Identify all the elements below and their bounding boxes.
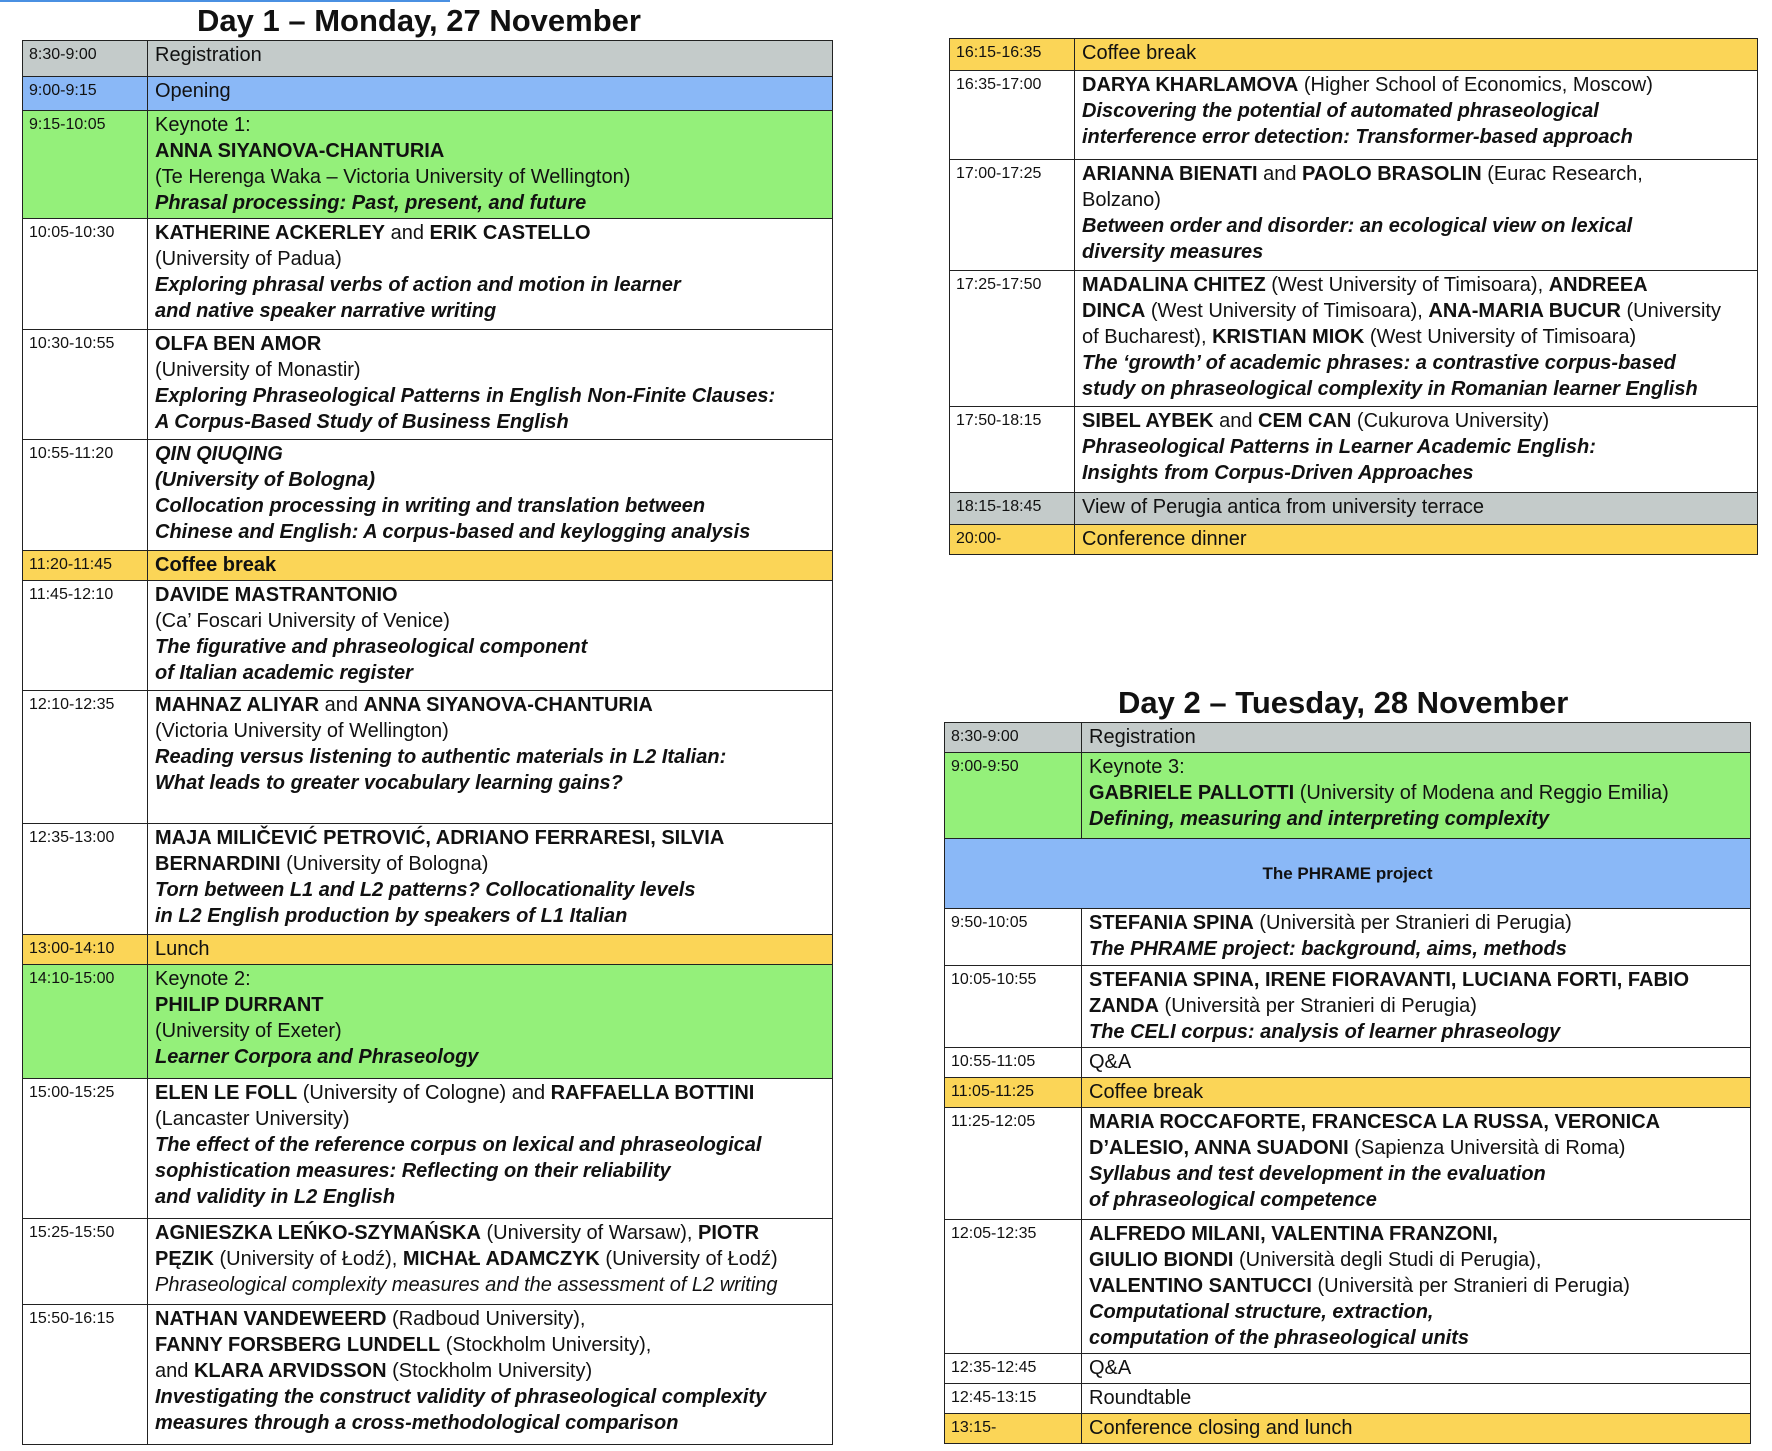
speaker-name: PAOLO BRASOLIN	[1302, 163, 1482, 185]
talk-title: Reading versus listening to authentic materials in L2 Italian:	[155, 746, 727, 768]
session-text: (University of Łodź)	[599, 1248, 778, 1270]
session-text: Registration	[1089, 726, 1196, 748]
time-slot: 15:00-15:25	[23, 1079, 148, 1219]
session-text: Lunch	[155, 938, 210, 960]
speaker-name: BERNARDINI	[155, 853, 281, 875]
schedule-row	[23, 824, 833, 935]
project-section-label: The PHRAME project	[945, 839, 1751, 909]
talk-title: The figurative and phraseological component	[155, 636, 588, 658]
talk-title: Insights from Corpus-Driven Approaches	[1082, 462, 1474, 484]
session-text: (Eurac Research,	[1481, 163, 1643, 185]
session-text: and	[1213, 410, 1259, 432]
session-text: (Cukurova University)	[1351, 410, 1550, 432]
session-details	[148, 691, 833, 824]
session-details	[1082, 1078, 1751, 1108]
session-details	[148, 965, 833, 1079]
session-text: (Stockholm University),	[440, 1334, 652, 1356]
talk-title: The CELI corpus: analysis of learner phraseology	[1089, 1021, 1561, 1043]
time-slot: 10:05-10:55	[945, 966, 1082, 1048]
time-slot: 8:30-9:00	[23, 41, 148, 77]
speaker-name: SIBEL AYBEK	[1082, 410, 1214, 432]
speaker-name: MAJA MILIČEVIĆ PETROVIĆ, ADRIANO FERRARESI, SILVIA	[155, 827, 725, 849]
talk-title: of Italian academic register	[155, 662, 413, 684]
speaker-name: ERIK CASTELLO	[429, 222, 591, 244]
session-text: (West University of Timisoara)	[1364, 326, 1637, 348]
schedule-row	[945, 1220, 1751, 1354]
speaker-name: STEFANIA SPINA, IRENE FIORAVANTI, LUCIANA FORTI, FABIO	[1089, 969, 1690, 991]
session-text: (Te Herenga Waka – Victoria University of Wellington)	[155, 166, 631, 188]
talk-title: Exploring phrasal verbs of action and motion in learner	[155, 274, 681, 296]
talk-title: Between order and disorder: an ecological view on lexical	[1082, 215, 1633, 237]
session-details	[1075, 39, 1758, 71]
time-slot: 10:55-11:05	[945, 1048, 1082, 1078]
session-text: and	[155, 1360, 194, 1382]
session-details	[1082, 1048, 1751, 1078]
time-slot: 11:45-12:10	[23, 581, 148, 691]
speaker-name: ANA-MARIA BUCUR	[1428, 300, 1621, 322]
talk-title: Torn between L1 and L2 patterns? Collocationality levels	[155, 879, 696, 901]
schedule-row	[23, 219, 833, 330]
schedule-row	[945, 1384, 1751, 1414]
schedule-row	[950, 160, 1758, 271]
schedule-row	[950, 39, 1758, 71]
session-text: (Università per Stranieri di Perugia)	[1253, 912, 1572, 934]
session-text: Conference closing and lunch	[1089, 1417, 1353, 1439]
talk-title: and native speaker narrative writing	[155, 300, 497, 322]
session-text: (University of Bologna)	[280, 853, 489, 875]
time-slot: 12:35-12:45	[945, 1354, 1082, 1384]
session-details	[1075, 493, 1758, 525]
session-text: Phraseological complexity measures and the assessment of L2 writing	[155, 1274, 778, 1296]
schedule-row	[950, 271, 1758, 407]
schedule-row	[23, 77, 833, 111]
session-text: (University of Łodź),	[213, 1248, 403, 1270]
speaker-name: MICHAŁ ADAMCZYK	[402, 1248, 600, 1270]
speaker-name: PĘZIK	[155, 1248, 214, 1270]
time-slot: 12:05-12:35	[945, 1220, 1082, 1354]
time-slot: 10:05-10:30	[23, 219, 148, 330]
speaker-name: KATHERINE ACKERLEY	[155, 222, 386, 244]
time-slot: 13:15-	[945, 1414, 1082, 1444]
session-details	[1075, 271, 1758, 407]
time-slot: 9:15-10:05	[23, 111, 148, 219]
time-slot: 16:35-17:00	[950, 71, 1075, 160]
talk-title: (University of Bologna)	[155, 469, 376, 491]
session-details	[148, 1305, 833, 1445]
schedule-row	[950, 525, 1758, 555]
time-slot: 12:10-12:35	[23, 691, 148, 824]
session-details	[148, 77, 833, 111]
day2-schedule-table	[944, 722, 1751, 1444]
talk-title: Collocation processing in writing and translation between	[155, 495, 706, 517]
talk-title: The effect of the reference corpus on lexical and phraseological	[155, 1134, 762, 1156]
speaker-name: ANNA SIYANOVA-CHANTURIA	[363, 694, 653, 716]
session-details	[148, 551, 833, 581]
session-text: (University of Warsaw),	[480, 1222, 698, 1244]
day1-evening-schedule-table	[949, 38, 1758, 555]
speaker-name: DAVIDE MASTRANTONIO	[155, 584, 398, 606]
talk-title: Investigating the construct validity of phraseological complexity	[155, 1386, 767, 1408]
session-text: Registration	[155, 44, 262, 66]
session-details	[148, 440, 833, 551]
talk-title: interference error detection: Transformer-based approach	[1082, 126, 1633, 148]
talk-title: diversity measures	[1082, 241, 1264, 263]
talk-title: Discovering the potential of automated phraseological	[1082, 100, 1599, 122]
speaker-name: PIOTR	[698, 1222, 760, 1244]
session-text: Keynote 2:	[155, 968, 251, 990]
session-text: and	[319, 694, 364, 716]
session-details	[148, 41, 833, 77]
speaker-name: KLARA ARVIDSSON	[193, 1360, 387, 1382]
speaker-name: AGNIESZKA LEŃKO-SZYMAŃSKA	[155, 1222, 481, 1244]
session-text: and	[385, 222, 430, 244]
talk-title: QIN QIUQING	[155, 443, 283, 465]
session-text: (Higher School of Economics, Moscow)	[1298, 74, 1653, 96]
talk-title: Phraseological Patterns in Learner Academic English:	[1082, 436, 1596, 458]
speaker-name: Coffee break	[155, 554, 277, 576]
session-text: Keynote 1:	[155, 114, 251, 136]
session-details	[1082, 1414, 1751, 1444]
time-slot: 15:25-15:50	[23, 1219, 148, 1305]
schedule-row	[23, 41, 833, 77]
session-text: View of Perugia antica from university terrace	[1082, 496, 1485, 518]
session-details	[148, 1079, 833, 1219]
schedule-row	[950, 407, 1758, 493]
talk-title: Learner Corpora and Phraseology	[155, 1046, 479, 1068]
schedule-row	[945, 1048, 1751, 1078]
speaker-name: MAHNAZ ALIYAR	[155, 694, 320, 716]
talk-title: computation of the phraseological units	[1089, 1327, 1470, 1349]
session-text: (University	[1620, 300, 1721, 322]
speaker-name: DARYA KHARLAMOVA	[1082, 74, 1299, 96]
session-text: (Radboud University),	[386, 1308, 586, 1330]
session-details	[148, 330, 833, 440]
schedule-row	[945, 1108, 1751, 1220]
session-details	[1082, 909, 1751, 966]
talk-title: study on phraseological complexity in Romanian learner English	[1082, 378, 1698, 400]
speaker-name: ANDREEA	[1548, 274, 1648, 296]
time-slot: 14:10-15:00	[23, 965, 148, 1079]
day1-schedule-table	[22, 40, 833, 1445]
speaker-name: PHILIP DURRANT	[155, 994, 324, 1016]
schedule-row	[23, 1079, 833, 1219]
session-details	[1075, 407, 1758, 493]
speaker-name: GIULIO BIONDI	[1089, 1249, 1234, 1271]
speaker-name: FANNY FORSBERG LUNDELL	[155, 1334, 441, 1356]
session-text: Roundtable	[1089, 1387, 1192, 1409]
talk-title: and validity in L2 English	[155, 1186, 396, 1208]
schedule-row	[23, 551, 833, 581]
session-details	[148, 111, 833, 219]
session-details	[1075, 525, 1758, 555]
session-text: (West University of Timisoara),	[1265, 274, 1549, 296]
speaker-name: KRISTIAN MIOK	[1212, 326, 1365, 348]
session-text: (Università per Stranieri di Perugia)	[1159, 995, 1477, 1017]
schedule-row	[23, 965, 833, 1079]
talk-title: A Corpus-Based Study of Business English	[155, 411, 569, 433]
schedule-row	[950, 71, 1758, 160]
session-details	[1082, 1354, 1751, 1384]
time-slot: 17:25-17:50	[950, 271, 1075, 407]
speaker-name: NATHAN VANDEWEERD	[155, 1308, 387, 1330]
schedule-row	[945, 723, 1751, 753]
schedule-row	[945, 753, 1751, 839]
session-details	[148, 935, 833, 965]
schedule-row	[950, 493, 1758, 525]
time-slot: 12:45-13:15	[945, 1384, 1082, 1414]
session-details	[148, 1219, 833, 1305]
session-text: (Università per Stranieri di Perugia)	[1311, 1275, 1630, 1297]
session-details	[1082, 1108, 1751, 1220]
schedule-row	[945, 1078, 1751, 1108]
session-text: Q&A	[1089, 1051, 1132, 1073]
time-slot: 8:30-9:00	[945, 723, 1082, 753]
session-details	[1082, 753, 1751, 839]
speaker-name: OLFA BEN AMOR	[155, 333, 322, 355]
session-text: (West University of Timisoara),	[1145, 300, 1429, 322]
day1-title: Day 1 – Monday, 27 November	[197, 3, 641, 38]
session-details	[1082, 1384, 1751, 1414]
schedule-row	[23, 935, 833, 965]
speaker-name: MADALINA CHITEZ	[1082, 274, 1266, 296]
time-slot: 9:00-9:15	[23, 77, 148, 111]
talk-title: The PHRAME project: background, aims, methods	[1089, 938, 1567, 960]
session-details	[148, 219, 833, 330]
session-details	[1082, 1220, 1751, 1354]
speaker-name: D’ALESIO, ANNA SUADONI	[1089, 1137, 1349, 1159]
schedule-row	[945, 1354, 1751, 1384]
schedule-row	[23, 1219, 833, 1305]
session-text: (University of Exeter)	[155, 1020, 342, 1042]
speaker-name: ARIANNA BIENATI	[1082, 163, 1258, 185]
time-slot: 11:20-11:45	[23, 551, 148, 581]
speaker-name: GABRIELE PALLOTTI	[1089, 782, 1295, 804]
session-text: (Stockholm University)	[386, 1360, 593, 1382]
schedule-row	[23, 581, 833, 691]
session-text: Keynote 3:	[1089, 756, 1185, 778]
talk-title: sophistication measures: Reflecting on their reliability	[155, 1160, 671, 1182]
time-slot: 16:15-16:35	[950, 39, 1075, 71]
session-text: of Bucharest),	[1082, 326, 1213, 348]
talk-title: Computational structure, extraction,	[1089, 1301, 1434, 1323]
day2-title: Day 2 – Tuesday, 28 November	[1118, 685, 1569, 720]
time-slot: 10:55-11:20	[23, 440, 148, 551]
talk-title: What leads to greater vocabulary learning gains?	[155, 772, 623, 794]
session-text: Opening	[155, 80, 231, 102]
schedule-row	[945, 966, 1751, 1048]
time-slot: 17:50-18:15	[950, 407, 1075, 493]
schedule-row	[23, 111, 833, 219]
schedule-row	[23, 440, 833, 551]
time-slot: 11:25-12:05	[945, 1108, 1082, 1220]
session-details	[1075, 71, 1758, 160]
session-text: Coffee break	[1089, 1081, 1204, 1103]
talk-title: Chinese and English: A corpus-based and keylogging analysis	[155, 521, 751, 543]
speaker-name: DINCA	[1082, 300, 1146, 322]
session-text: (University of Modena and Reggio Emilia)	[1294, 782, 1669, 804]
schedule-row	[23, 330, 833, 440]
session-text: (University of Cologne) and	[297, 1082, 551, 1104]
session-text: (Lancaster University)	[155, 1108, 350, 1130]
session-text: (University of Monastir)	[155, 359, 361, 381]
session-details	[1082, 966, 1751, 1048]
time-slot: 9:00-9:50	[945, 753, 1082, 839]
schedule-row	[23, 1305, 833, 1445]
time-slot: 20:00-	[950, 525, 1075, 555]
session-text: Coffee break	[1082, 42, 1197, 64]
talk-title: Syllabus and test development in the evaluation	[1089, 1163, 1546, 1185]
speaker-name: MARIA ROCCAFORTE, FRANCESCA LA RUSSA, VERONICA	[1089, 1111, 1661, 1133]
speaker-name: VALENTINO SANTUCCI	[1089, 1275, 1312, 1297]
talk-title: Defining, measuring and interpreting complexity	[1089, 808, 1550, 830]
project-section-row	[945, 839, 1751, 909]
talk-title: of phraseological competence	[1089, 1189, 1377, 1211]
speaker-name: ALFREDO MILANI, VALENTINA FRANZONI,	[1089, 1223, 1498, 1245]
talk-title: The ‘growth’ of academic phrases: a contrastive corpus-based	[1082, 352, 1676, 374]
session-details	[1075, 160, 1758, 271]
time-slot: 15:50-16:15	[23, 1305, 148, 1445]
time-slot: 17:00-17:25	[950, 160, 1075, 271]
session-details	[1082, 723, 1751, 753]
top-accent-line	[0, 0, 450, 2]
schedule-row	[945, 1414, 1751, 1444]
session-text: Q&A	[1089, 1357, 1132, 1379]
session-text: (Sapienza Università di Roma)	[1348, 1137, 1626, 1159]
speaker-name: ANNA SIYANOVA-CHANTURIA	[155, 140, 445, 162]
talk-title: in L2 English production by speakers of L1 Italian	[155, 905, 628, 927]
time-slot: 12:35-13:00	[23, 824, 148, 935]
time-slot: 9:50-10:05	[945, 909, 1082, 966]
talk-title: measures through a cross-methodological comparison	[155, 1412, 679, 1434]
session-details	[148, 581, 833, 691]
speaker-name: ZANDA	[1089, 995, 1159, 1017]
speaker-name: ELEN LE FOLL	[155, 1082, 298, 1104]
time-slot: 11:05-11:25	[945, 1078, 1082, 1108]
schedule-row	[945, 909, 1751, 966]
schedule-row	[23, 691, 833, 824]
time-slot: 18:15-18:45	[950, 493, 1075, 525]
talk-title: Phrasal processing: Past, present, and future	[155, 192, 587, 214]
session-text: (Ca’ Foscari University of Venice)	[155, 610, 450, 632]
session-text: (Victoria University of Wellington)	[155, 720, 449, 742]
speaker-name: CEM CAN	[1258, 410, 1352, 432]
time-slot: 13:00-14:10	[23, 935, 148, 965]
session-details	[148, 824, 833, 935]
session-text: Conference dinner	[1082, 528, 1247, 550]
session-text: (University of Padua)	[155, 248, 342, 270]
session-text: (Università degli Studi di Perugia),	[1233, 1249, 1542, 1271]
speaker-name: RAFFAELLA BOTTINI	[550, 1082, 755, 1104]
session-text: and	[1257, 163, 1303, 185]
talk-title: Exploring Phraseological Patterns in English Non-Finite Clauses:	[155, 385, 776, 407]
speaker-name: STEFANIA SPINA	[1089, 912, 1254, 934]
time-slot: 10:30-10:55	[23, 330, 148, 440]
session-text: Bolzano)	[1082, 189, 1161, 211]
